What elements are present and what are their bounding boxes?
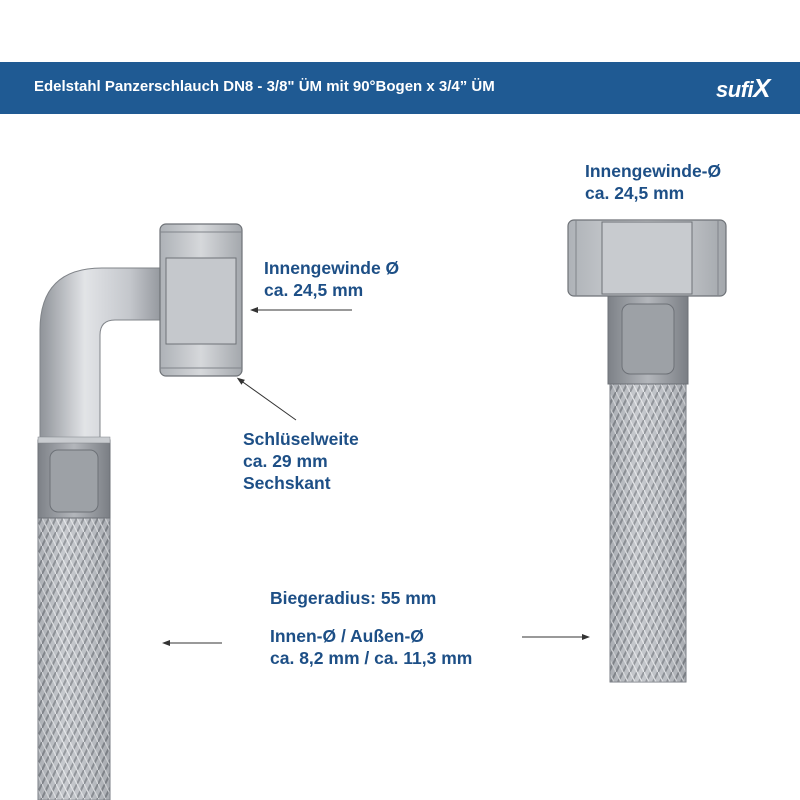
left-thread-label [264, 257, 399, 301]
left-thread-label-line2: ca. 24,5 mm [264, 280, 364, 300]
diameter-label-line2: ca. 8,2 mm / ca. 11,3 mm [270, 648, 473, 668]
left-thread-label-line1: Innengewinde Ø [264, 258, 400, 278]
right-thread-label-line2: ca. 24,5 mm [585, 183, 685, 203]
right-hex-nut [568, 220, 726, 296]
diameter-label [270, 625, 472, 669]
left-bend-pipe [38, 268, 168, 443]
logo-x: X [753, 73, 770, 103]
left-braided-hose [38, 515, 110, 800]
wrench-label-line1: Schlüselweite [243, 429, 359, 449]
wrench-label-line2: ca. 29 mm [243, 451, 328, 471]
product-title: Edelstahl Panzerschlauch DN8 - 3/8" ÜM mit 90°Bogen x 3/4” ÜM [34, 78, 495, 95]
wrench-arrow [240, 380, 296, 420]
right-thread-label [585, 160, 721, 204]
right-thread-label-line1: Innengewinde-Ø [585, 161, 722, 181]
wrench-label-line3: Sechskant [243, 473, 331, 493]
wrench-size-label [243, 428, 359, 494]
left-hex-nut [160, 224, 242, 376]
logo-text: sufi [716, 77, 754, 102]
bend-radius-label: Biegeradius: 55 mm [270, 588, 437, 608]
right-braided-hose [610, 382, 686, 682]
left-ferrule [38, 440, 110, 518]
right-ferrule [608, 294, 688, 384]
diameter-label-line1: Innen-Ø / Außen-Ø [270, 626, 424, 646]
